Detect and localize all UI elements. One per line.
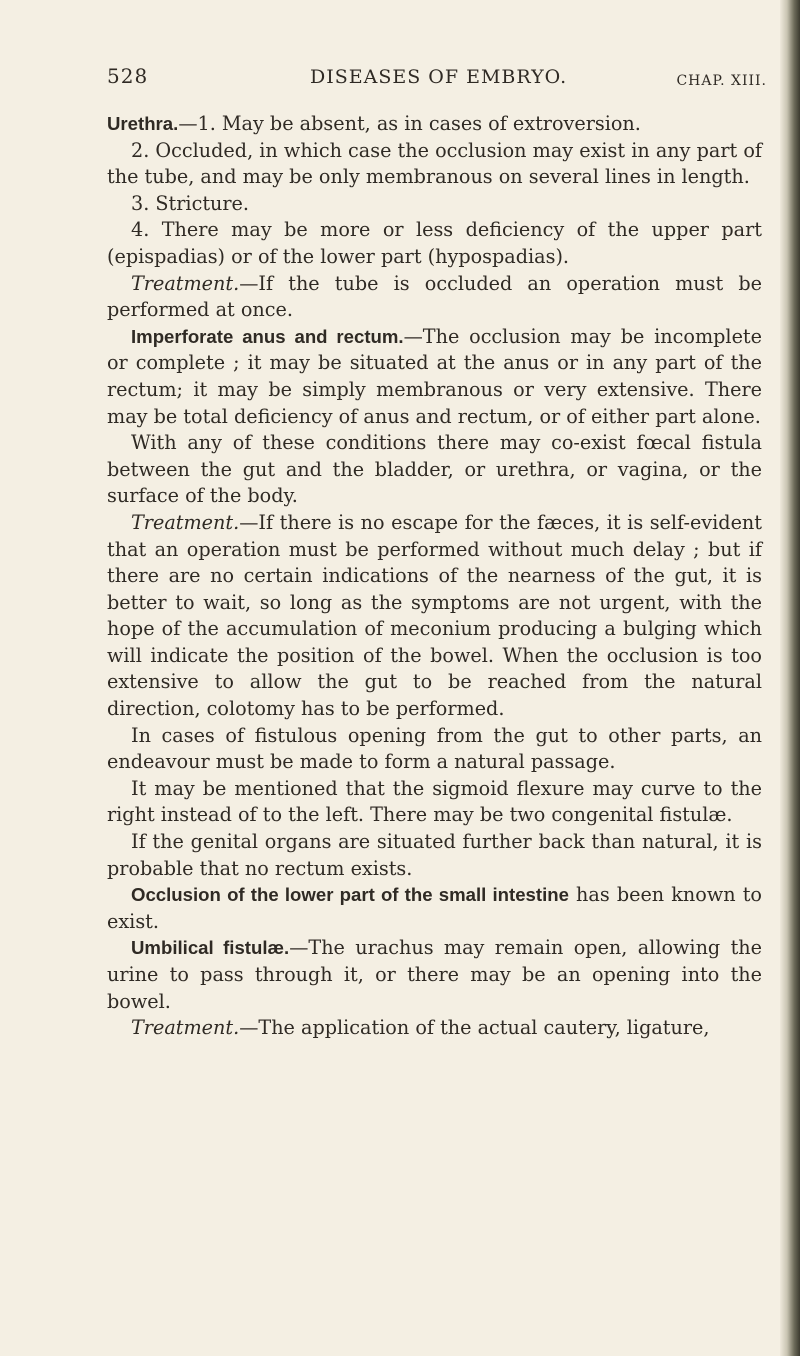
- heading-small-intestine: Occlusion of the lower part of the small intestine: [131, 884, 569, 906]
- paragraph-treatment-umbilical: Treatment.—The application of the actual cautery, ligature,: [131, 1016, 710, 1040]
- paragraph-urethra: Urethra.—1. May be absent, as in cases of extroversion.: [107, 112, 641, 135]
- paragraph-sigmoid-flexure: It may be mentioned that the sigmoid flexure may curve to the right instead of to the left. There may be two congenital fistulæ.: [107, 776, 762, 827]
- book-page: [107, 0, 767, 1040]
- treatment-label: Treatment.: [131, 1016, 240, 1040]
- paragraph-treatment-anus: Treatment.—If there is no escape for the fæces, it is self-evident that an operation must be performed without much delay ; but if there are no certain indications of the nearness of the gut, it is better to wait, so long as the symptoms are not urgent, with the hope of the accumulation of meconium producing a bulging which will indicate the position of the bowel. When the occlusion is too extensive to allow the gut to be reached from the natural direction, colotomy has to be performed.: [107, 510, 762, 721]
- body-text: [107, 111, 762, 1042]
- paragraph-umbilical-fistulae: Umbilical fistulæ.—The urachus may remain open, allowing the urine to pass through it, or there may be an opening into the bowel.: [107, 936, 762, 1013]
- paragraph-deficiency: 4. There may be more or less deficiency of the upper part (epispadias) or of the lower part (hypospadias).: [107, 218, 762, 268]
- treatment-label: Treatment.: [131, 271, 240, 295]
- paragraph-fistula: With any of these conditions there may co-exist fœcal fistula between the gut and the bladder, or urethra, or vagina, or the surface of the body.: [107, 431, 762, 508]
- heading-imperforate-anus: Imperforate anus and rectum.: [131, 325, 404, 347]
- running-title: DISEASES OF EMBRYO.: [310, 66, 568, 88]
- page-number: 528: [107, 64, 149, 88]
- paragraph-fistulous-opening: In cases of fistulous opening from the gut to other parts, an endeavour must be made to form a natural passage.: [107, 723, 762, 774]
- paragraph-stricture: 3. Stricture.: [131, 191, 250, 215]
- heading-umbilical-fistulae: Umbilical fistulæ.: [131, 937, 290, 959]
- page-edge-shadow: [780, 0, 800, 1356]
- paragraph-occluded: 2. Occluded, in which case the occlusion may exist in any part of the tube, and may be only membranous on several lines in length.: [107, 138, 762, 189]
- paragraph-genital-organs: If the genital organs are situated further back than natural, it is probable that no rectum exists.: [107, 830, 762, 880]
- paragraph-treatment-urethra: Treatment.—If the tube is occluded an operation must be performed at once.: [107, 271, 762, 322]
- chapter-label: CHAP. XIII.: [676, 73, 767, 89]
- paragraph-imperforate-anus: Imperforate anus and rectum.—The occlusion may be incomplete or complete ; it may be situated at the anus or in any part of the rectum; it may be simply membranous or very extensive. There may be total deficiency of anus and rectum, or of either part alone.: [107, 324, 762, 428]
- heading-urethra: Urethra.: [107, 113, 179, 134]
- treatment-label: Treatment.: [131, 510, 240, 534]
- paragraph-small-intestine: Occlusion of the lower part of the small intestine has been known to exist.: [107, 883, 762, 933]
- running-header: [107, 0, 767, 118]
